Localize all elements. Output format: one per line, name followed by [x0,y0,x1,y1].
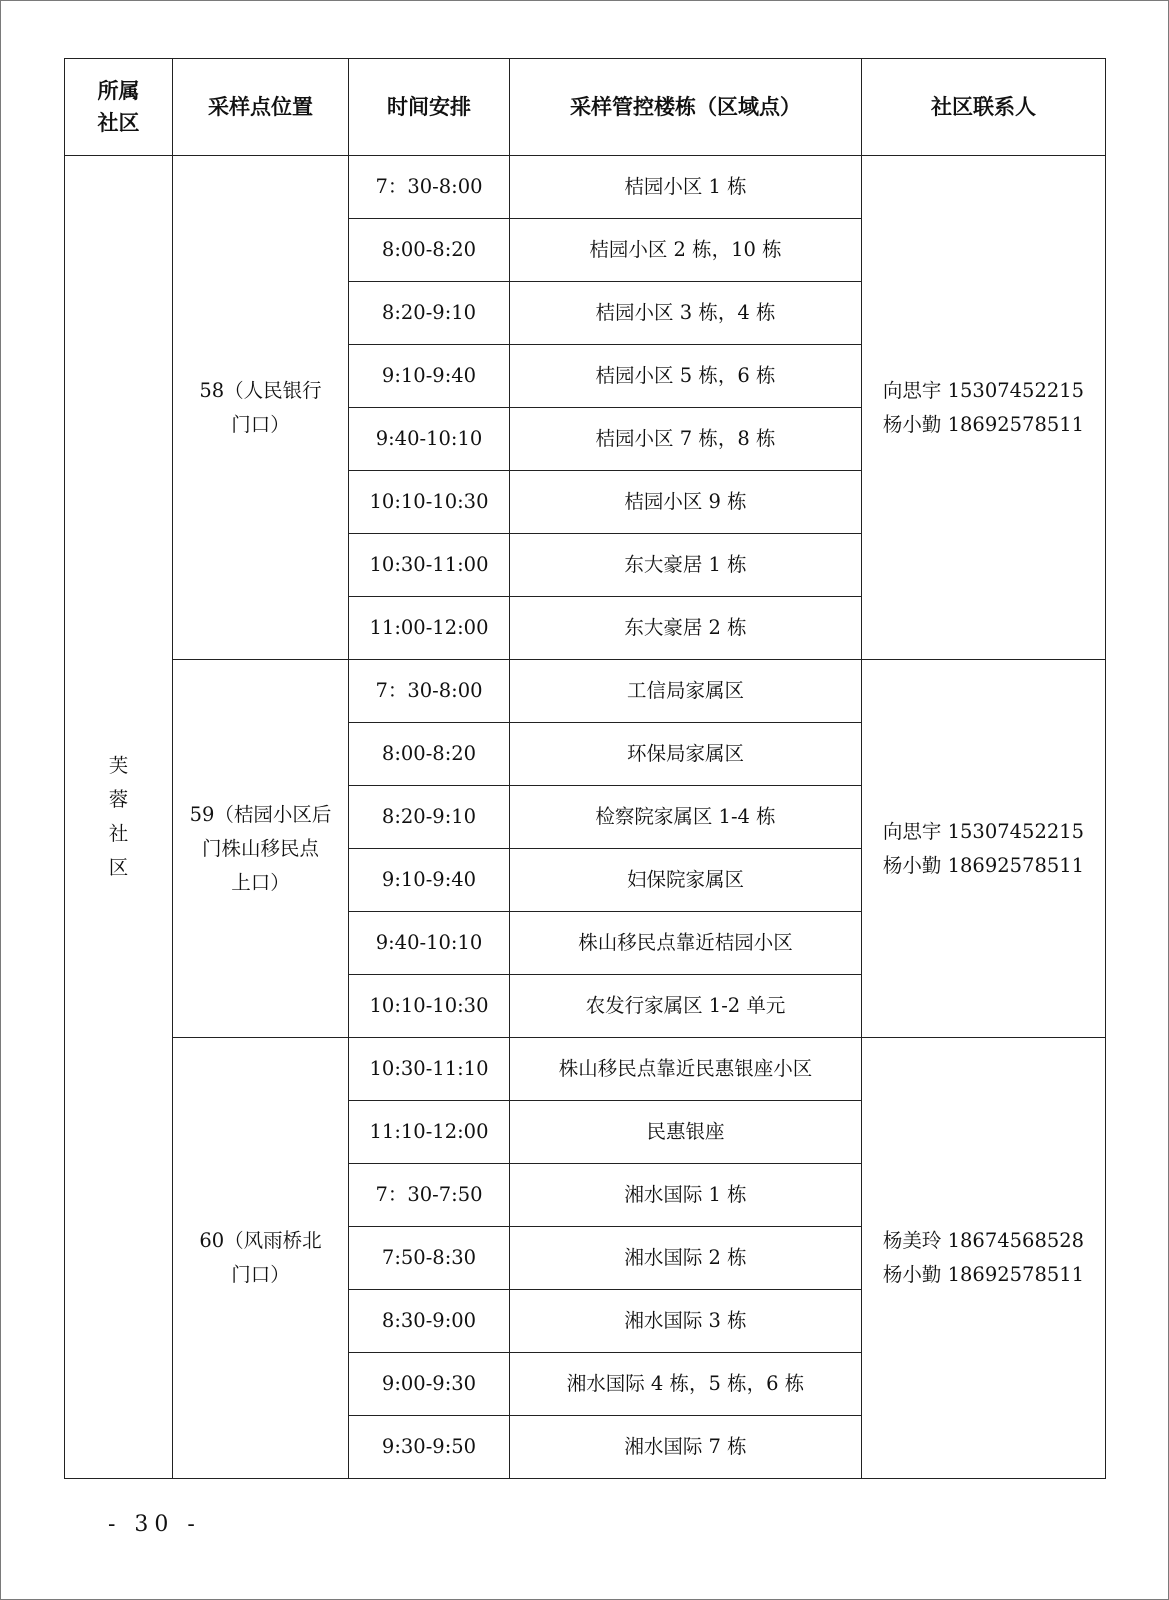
time-slot-cell: 8:30-9:00 [349,1290,510,1353]
time-slot-cell: 7：30-8:00 [349,660,510,723]
buildings-cell: 湘水国际 1 栋 [510,1164,862,1227]
contact-person: 杨小勤 18692578511 [882,1263,1085,1286]
header-buildings: 采样管控楼栋（区域点） [510,59,862,156]
contact-cell [862,1038,1106,1479]
contact-cell [862,660,1106,1038]
time-slot-cell: 10:10-10:30 [349,471,510,534]
community-char: 区 [108,856,129,879]
time-slot-cell: 8:00-8:20 [349,219,510,282]
contact-person: 杨小勤 18692578511 [882,412,1085,436]
buildings-cell: 桔园小区 9 栋 [510,471,862,534]
header-time: 时间安排 [349,59,510,156]
community-char: 社 [108,822,129,845]
buildings-cell: 湘水国际 7 栋 [510,1416,862,1479]
time-slot-cell: 7：30-7:50 [349,1164,510,1227]
time-slot-cell: 9:40-10:10 [349,408,510,471]
site-location-line: 门口） [231,412,290,436]
time-slot-cell: 9:30-9:50 [349,1416,510,1479]
contact-person: 杨小勤 18692578511 [882,853,1085,877]
site-location-cell [173,1038,349,1479]
buildings-cell: 民惠银座 [510,1101,862,1164]
site-location-line: 59（桔园小区后 [189,802,332,826]
contact-person: 向思宇 15307452215 [882,819,1085,843]
time-slot-cell: 8:20-9:10 [349,786,510,849]
time-slot-cell: 8:20-9:10 [349,282,510,345]
site-location-cell [173,156,349,660]
time-slot-cell: 10:30-11:00 [349,534,510,597]
time-slot-cell: 8:00-8:20 [349,723,510,786]
community-char: 蓉 [108,788,129,811]
time-slot-cell: 9:10-9:40 [349,849,510,912]
time-slot-cell: 9:40-10:10 [349,912,510,975]
buildings-cell: 工信局家属区 [510,660,862,723]
header-site: 采样点位置 [173,59,349,156]
site-location-line: 58（人民银行 [199,378,322,402]
buildings-cell: 妇保院家属区 [510,849,862,912]
time-slot-cell: 10:30-11:10 [349,1038,510,1101]
page-number: - 30 - [108,1512,201,1537]
contact-cell [862,156,1106,660]
time-slot-cell: 11:10-12:00 [349,1101,510,1164]
table-row [65,660,1106,723]
site-location-cell [173,660,349,1038]
site-location-line: 门株山移民点 [201,836,319,860]
contact-person: 向思宇 15307452215 [882,378,1085,402]
site-location-line: 上口） [231,870,290,894]
header-community-line1: 所属 [97,79,140,103]
buildings-cell: 东大豪居 1 栋 [510,534,862,597]
site-location-line: 60（风雨桥北 [199,1229,322,1252]
table-row [65,1038,1106,1101]
buildings-cell: 环保局家属区 [510,723,862,786]
header-row [65,59,1106,156]
time-slot-cell: 7:50-8:30 [349,1227,510,1290]
buildings-cell: 湘水国际 3 栋 [510,1290,862,1353]
time-slot-cell: 9:00-9:30 [349,1353,510,1416]
buildings-cell: 东大豪居 2 栋 [510,597,862,660]
time-slot-cell: 7：30-8:00 [349,156,510,219]
site-location-line: 门口） [231,1263,290,1286]
community-cell [65,156,173,1479]
buildings-cell: 桔园小区 1 栋 [510,156,862,219]
buildings-cell: 桔园小区 3 栋，4 栋 [510,282,862,345]
buildings-cell: 农发行家属区 1-2 单元 [510,975,862,1038]
table-row [65,156,1106,219]
buildings-cell: 株山移民点靠近桔园小区 [510,912,862,975]
time-slot-cell: 10:10-10:30 [349,975,510,1038]
buildings-cell: 桔园小区 2 栋，10 栋 [510,219,862,282]
buildings-cell: 桔园小区 7 栋，8 栋 [510,408,862,471]
header-community-line2: 社区 [97,111,140,135]
table-body [65,156,1106,1479]
time-slot-cell: 11:00-12:00 [349,597,510,660]
contact-person: 杨美玲 18674568528 [882,1229,1085,1252]
buildings-cell: 桔园小区 5 栋，6 栋 [510,345,862,408]
time-slot-cell: 9:10-9:40 [349,345,510,408]
header-contact: 社区联系人 [862,59,1106,156]
buildings-cell: 检察院家属区 1-4 栋 [510,786,862,849]
community-char: 芙 [108,754,129,777]
buildings-cell: 湘水国际 2 栋 [510,1227,862,1290]
buildings-cell: 湘水国际 4 栋，5 栋，6 栋 [510,1353,862,1416]
buildings-cell: 株山移民点靠近民惠银座小区 [510,1038,862,1101]
sampling-schedule-table [64,58,1106,1479]
header-community [65,59,173,156]
